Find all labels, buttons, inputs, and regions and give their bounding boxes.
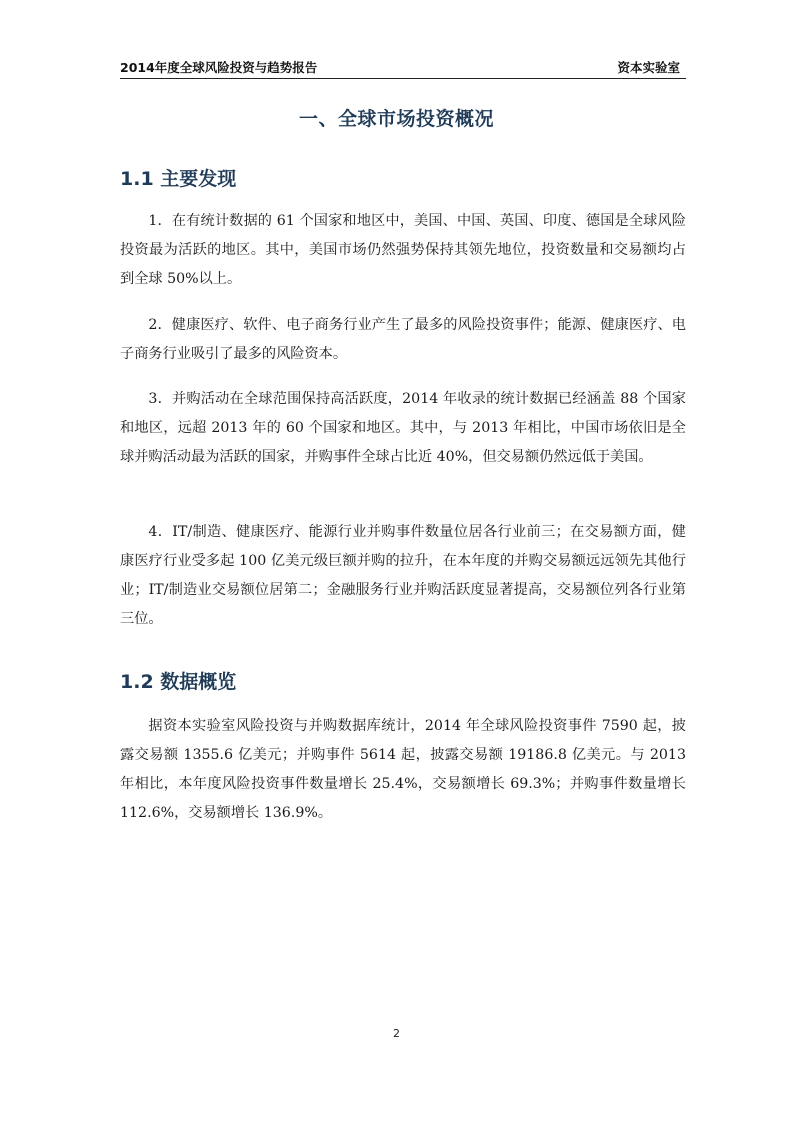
overview-paragraph: 据资本实验室风险投资与并购数据库统计，2014 年全球风险投资事件 7590 起，披露交易额 1355.6 亿美元；并购事件 5614 起，披露交易额 19186.8 亿美元。与 2013 年相比，本年度风险投资事件数量增长 25.4%，交易额增长 69.3%；并购事件数量增长 112.6%，交易额增长 136.9%。 — [120, 718, 686, 821]
section-title-data-overview: 1.2 数据概览 — [120, 671, 237, 693]
finding-paragraph-4: 4．IT/制造、健康医疗、能源行业并购事件数量位居各行业前三；在交易额方面，健康医疗行业受多起 100 亿美元级巨额并购的拉升，在本年度的并购交易额远远领先其他行业；IT/制造业交易额位居第二；金融服务行业并购活跃度显著提高，交易额位列各行业第三位。 — [120, 524, 686, 627]
finding-paragraph-3: 3．并购活动在全球范围保持高活跃度，2014 年收录的统计数据已经涵盖 88 个国家和地区，远超 2013 年的 60 个国家和地区。其中，与 2013 年相比，中国市场依旧是全球并购活动最为活跃的国家，并购事件全球占比近 40%，但交易额仍然远低于美国。 — [120, 391, 686, 465]
page-number: 2 — [393, 1027, 400, 1040]
page-header — [120, 56, 686, 79]
finding-paragraph-1: 1．在有统计数据的 61 个国家和地区中，美国、中国、英国、印度、德国是全球风险投资最为活跃的地区。其中，美国市场仍然强势保持其领先地位，投资数量和交易额均占到全球 50%以上。 — [120, 213, 686, 287]
chapter-title: 一、全球市场投资概况 — [298, 108, 494, 130]
header-publisher: 资本实验室 — [617, 60, 680, 75]
section-title-main-findings: 1.1 主要发现 — [120, 168, 237, 190]
finding-paragraph-2: 2．健康医疗、软件、电子商务行业产生了最多的风险投资事件；能源、健康医疗、电子商务行业吸引了最多的风险资本。 — [120, 317, 686, 362]
header-report-title: 2014年度全球风险投资与趋势报告 — [120, 60, 318, 75]
